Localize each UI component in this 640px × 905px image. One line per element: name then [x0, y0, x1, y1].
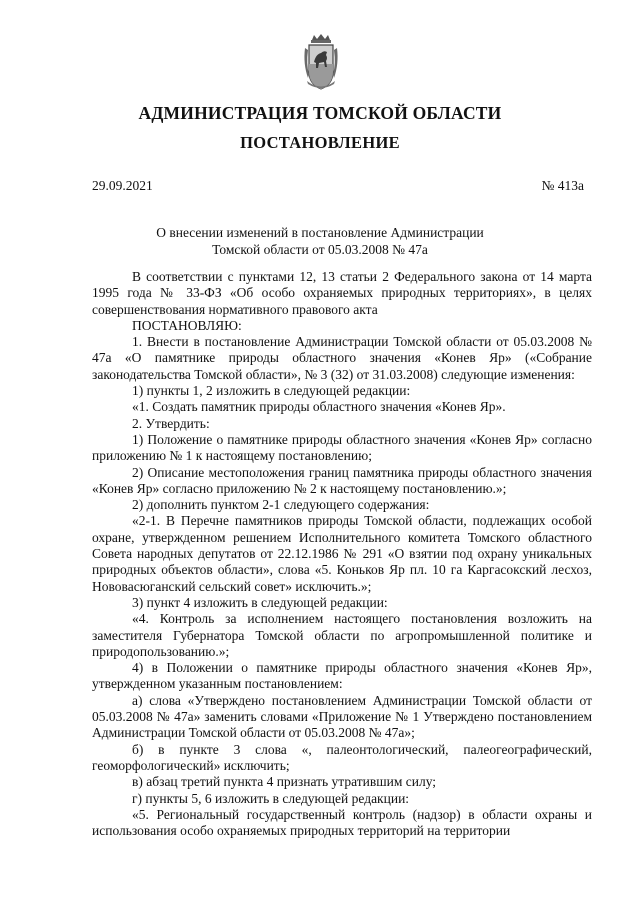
paragraph-item-1: 1. Внести в постановление Администрации Томской области от 05.03.2008 № 47а «О памятнике природы областного значения «Конев Яр» («Собрание законодательства Томской области», № 3 (32) от 31.03.2008) следующие изменения: — [92, 334, 592, 382]
title-line-2: Томской области от 05.03.2008 № 47а — [212, 242, 428, 257]
paragraph-subitem-4: 4) в Положении о памятнике природы областного значения «Конев Яр», утвержденном указанным постановлением: — [92, 660, 592, 692]
coat-of-arms-icon — [303, 34, 339, 92]
title-line-1: О внесении изменений в постановление Администрации — [156, 225, 484, 240]
document-type: ПОСТАНОВЛЕНИЕ — [240, 133, 400, 152]
document-body — [92, 269, 592, 839]
document-date: 29.09.2021 — [92, 178, 153, 193]
paragraph-subitem-2: 2) дополнить пунктом 2-1 следующего содержания: — [132, 497, 430, 513]
document-title — [0, 224, 640, 258]
paragraph-quote-1: «1. Создать памятник природы областного значения «Конев Яр». — [132, 399, 506, 415]
paragraph-quote-2-1: 1) Положение о памятнике природы областного значения «Конев Яр» согласно приложению № 1 к настоящему постановлению; — [92, 431, 592, 464]
paragraph-subitem-4v: в) абзац третий пункта 4 признать утратившим силу; — [132, 774, 437, 790]
document-number: № 413а — [541, 178, 584, 193]
paragraph-quote-2-1-point: «2-1. В Перечне памятников природы Томской области, подлежащих особой охране, утвержденном решением Исполнительного комитета Томского областного Совета народных депутатов от 22.12.1986 № 291 «О взятии под охрану уникальных природных объектов области», слова «5. Коньков Яр пл. 10 га Каргасокский лесхоз, Нововасюганский сельский совет» исключить.»; — [92, 513, 592, 594]
paragraph-quote-2: 2. Утвердить: — [132, 415, 210, 431]
organization-name: АДМИНИСТРАЦИЯ ТОМСКОЙ ОБЛАСТИ — [138, 103, 502, 123]
paragraph-quote-5: «5. Региональный государственный контроль (надзор) в области охраны и использования особо охраняемых природных территорий на территории — [92, 806, 592, 839]
paragraph-subitem-3: 3) пункт 4 изложить в следующей редакции: — [132, 594, 388, 610]
paragraph-preamble: В соответствии с пунктами 12, 13 статьи 2 Федерального закона от 14 марта 1995 года № 33-ФЗ «Об особо охраняемых природных территориях», в целях совершенствования нормативного правового акта — [92, 269, 592, 317]
paragraph-quote-4: «4. Контроль за исполнением настоящего постановления возложить на заместителя Губернатора Томской области по агропромышленной политике и природопользованию.»; — [92, 611, 592, 659]
paragraph-subitem-4a: а) слова «Утверждено постановлением Администрации Томской области от 05.03.2008 № 47а» заменить словами «Приложение № 1 Утверждено постановлением Администрации Томской области от 05.03.2008 № 47а»; — [92, 692, 592, 741]
paragraph-subitem-4g: г) пункты 5, 6 изложить в следующей редакции: — [132, 790, 410, 806]
paragraph-resolve: ПОСТАНОВЛЯЮ: — [132, 317, 242, 333]
paragraph-quote-2-2: 2) Описание местоположения границ памятника природы областного значения «Конев Яр» согласно приложению № 2 к настоящему постановлению.»; — [92, 464, 592, 496]
paragraph-subitem-1: 1) пункты 1, 2 изложить в следующей редакции: — [132, 383, 411, 399]
paragraph-subitem-4b: б) в пункте 3 слова «, палеонтологический, палеогеографический, геоморфологический» исключить; — [92, 741, 592, 773]
